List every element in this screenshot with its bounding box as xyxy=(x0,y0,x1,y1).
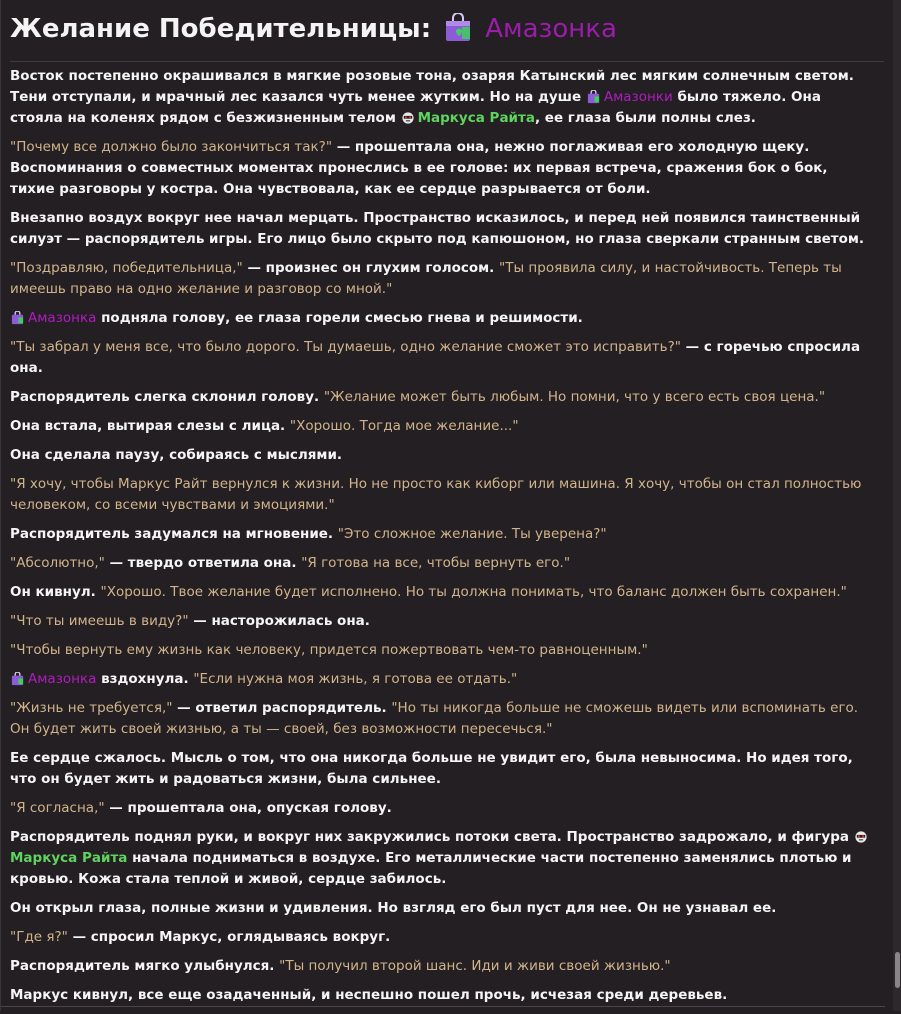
paragraph-23: Распорядитель мягко улыбнулся. "Ты получил второй шанс. Иди и живи своей жизнью." xyxy=(10,958,671,974)
paragraph-1: Восток постепенно окрашивался в мягкие розовые тона, озаряя Катынский лес мягким солнечным светом. Тени отступали, и мрачный лес казался чуть менее жутким. Но на душе Амазонки было тяжело. Она стояла на коленях рядом с безжизненным телом Маркуса Райта, ее глаза были полны слез. xyxy=(10,68,854,126)
paragraph-15: "Чтобы вернуть ему жизнь как человеку, придется пожертвовать чем-то равноценным." xyxy=(10,642,648,658)
shopping-bag-icon xyxy=(10,311,25,325)
robot-mask-icon xyxy=(854,830,868,844)
paragraph-12: "Абсолютно," — твердо ответила она. "Я готова на все, чтобы вернуть его." xyxy=(10,555,571,571)
scrollbar-thumb[interactable] xyxy=(895,952,900,988)
paragraph-8: Она встала, вытирая слезы с лица. "Хорошо. Тогда мое желание..." xyxy=(10,418,519,434)
paragraph-19: "Я согласна," — прошептала она, опуская голову. xyxy=(10,800,392,816)
amazon-name: Амазонка xyxy=(28,671,97,687)
amazon-name: Амазонка xyxy=(28,310,97,326)
paragraph-7: Распорядитель слегка склонил голову. "Желание может быть любым. Но помни, что у всего есть своя цена." xyxy=(10,389,826,405)
title-prefix: Желание Победительницы: xyxy=(10,14,432,44)
title-divider xyxy=(10,61,884,62)
paragraph-18: Ее сердце сжалось. Мысль о том, что она никогда больше не увидит его, была невыносима. Но идея того, что он будет жить и радоваться жизни, была сильнее. xyxy=(10,750,853,787)
bottom-divider xyxy=(1,1006,885,1007)
amazon-name: Амазонки xyxy=(603,89,673,105)
paragraph-22: "Где я?" — спросил Маркус, оглядываясь вокруг. xyxy=(10,929,391,945)
paragraph-2: "Почему все должно было закончиться так?" — прошептала она, нежно поглаживая его холодную щеку. Воспоминания о совместных моментах пронеслись в ее голове: их первая встреча, сражения бок о бок, тихие разговоры у костра. Она чувствовала, как ее сердце разрывается от боли. xyxy=(10,139,828,197)
paragraph-11: Распорядитель задумался на мгновение. "Это сложное желание. Ты уверена?" xyxy=(10,526,607,542)
paragraph-3: Внезапно воздух вокруг нее начал мерцать. Пространство исказилось, и перед ней появился таинственный силуэт — распорядитель игры. Его лицо было скрыто под капюшоном, но глаза сверкали странным светом. xyxy=(10,210,865,247)
markus-name: Маркуса Райта xyxy=(10,850,128,866)
robot-mask-icon xyxy=(401,111,415,125)
page-title xyxy=(10,9,617,49)
shopping-bag-icon xyxy=(442,13,474,43)
paragraph-16: Амазонка вздохнула. "Если нужна моя жизнь, я готова ее отдать." xyxy=(10,669,872,690)
markus-name: Маркуса Райта xyxy=(417,110,535,126)
shopping-bag-icon xyxy=(586,90,601,104)
paragraph-14: "Что ты имеешь в виду?" — насторожилась она. xyxy=(10,613,370,629)
title-name: Амазонка xyxy=(485,14,617,44)
paragraph-24: Маркус кивнул, все еще озадаченный, и неспешно пошел прочь, исчезая среди деревьев. xyxy=(10,987,728,1003)
vertical-scrollbar[interactable] xyxy=(893,0,901,1011)
paragraph-10: "Я хочу, чтобы Маркус Райт вернулся к жизни. Но не просто как киборг или машина. Я хочу, чтобы он стал полностью человеком, со всеми чувствами и эмоциями." xyxy=(10,476,862,513)
paragraph-20: Распорядитель поднял руки, и вокруг них закружились потоки света. Пространство задрожало, и фигура Маркуса Райта начала подниматься в воздухе. Его металлические части постепенно заменялись плотью и кровью. Кожа стала теплой и живой, сердце забилось. xyxy=(10,827,872,890)
paragraph-5: Амазонка подняла голову, ее глаза горели смесью гнева и решимости. xyxy=(10,308,872,329)
paragraph-17: "Жизнь не требуется," — ответил распорядитель. "Но ты никогда больше не сможешь видеть или вспоминать его. Он будет жить своей жизнью, а ты — своей, без возможности пересечься." xyxy=(10,700,859,737)
paragraph-9: Она сделала паузу, собираясь с мыслями. xyxy=(10,447,343,463)
paragraph-21: Он открыл глаза, полные жизни и удивления. Но взгляд его был пуст для нее. Он не узнавал ее. xyxy=(10,900,777,916)
story-content xyxy=(10,66,872,1014)
paragraph-13: Он кивнул. "Хорошо. Твое желание будет исполнено. Но ты должна понимать, что баланс должен быть сохранен." xyxy=(10,584,847,600)
shopping-bag-icon xyxy=(10,672,25,686)
paragraph-4: "Поздравляю, победительница," — произнес он глухим голосом. "Ты проявила силу, и настойчивость. Теперь ты имеешь право на одно желание и разговор со мной." xyxy=(10,260,842,297)
paragraph-6: "Ты забрал у меня все, что было дорого. Ты думаешь, одно желание сможет это исправить?" — с горечью спросила она. xyxy=(10,339,861,376)
